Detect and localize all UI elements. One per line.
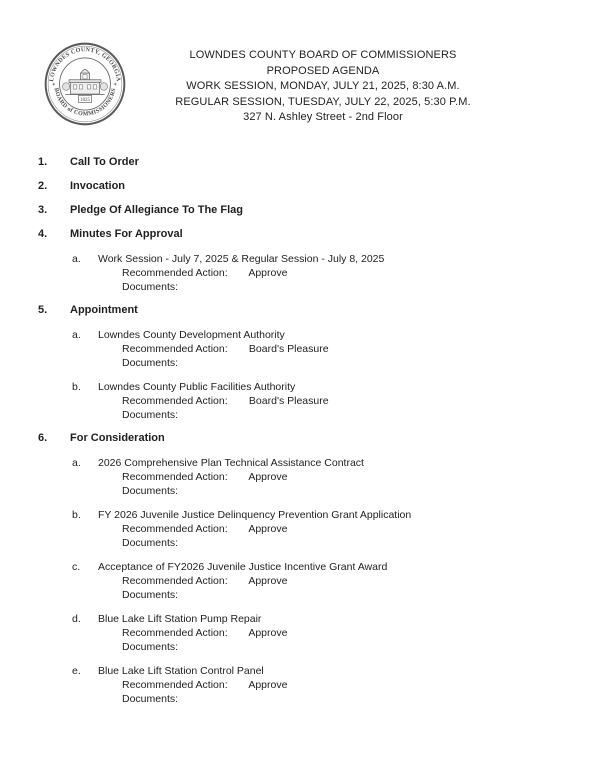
recommended-action-value: Approve [248, 267, 288, 279]
recommended-action-row [98, 342, 580, 356]
recommended-action-row [98, 470, 580, 484]
agenda-subitem [72, 612, 580, 654]
agenda-item [38, 203, 580, 218]
agenda-item [38, 227, 580, 294]
recommended-action-value: Approve [248, 523, 288, 535]
agenda-item-head [38, 179, 580, 194]
subitem-letter: c. [72, 561, 81, 573]
subitem-text: FY 2026 Juvenile Justice Delinquency Prevention Grant Application [98, 509, 412, 521]
recommended-action-row [98, 266, 580, 280]
agenda-item-head [38, 227, 580, 242]
documents-row [98, 536, 580, 550]
subitem-letter: a. [72, 253, 81, 265]
subitem-body [98, 508, 580, 550]
recommended-action-label: Recommended Action: [122, 627, 228, 639]
documents-label: Documents: [122, 357, 179, 369]
recommended-action-label: Recommended Action: [122, 395, 228, 407]
item-number: 2. [38, 180, 48, 192]
subitem-letter: d. [72, 613, 81, 625]
documents-label: Documents: [122, 641, 179, 653]
documents-row [98, 356, 580, 370]
doc-title-line-4: REGULAR SESSION, TUESDAY, JULY 22, 2025, 5:30 P.M. [175, 95, 471, 108]
documents-row [98, 484, 580, 498]
subitem-letter: b. [72, 381, 81, 393]
subitem-body [98, 380, 580, 422]
agenda-subitem [72, 664, 580, 706]
county-seal [44, 42, 126, 126]
subitem-letter: a. [72, 329, 81, 341]
item-title: Appointment [70, 304, 138, 316]
agenda-list [38, 155, 580, 706]
subitem-list [38, 456, 580, 706]
recommended-action-label: Recommended Action: [122, 267, 228, 279]
recommended-action-value: Approve [248, 627, 288, 639]
documents-label: Documents: [122, 485, 179, 497]
documents-label: Documents: [122, 409, 179, 421]
subitem-text: Blue Lake Lift Station Pump Repair [98, 613, 262, 625]
doc-title-line-2: PROPOSED AGENDA [266, 64, 380, 77]
recommended-action-row [98, 522, 580, 536]
documents-label: Documents: [122, 281, 179, 293]
subitem-body [98, 664, 580, 706]
subitem-body [98, 328, 580, 370]
agenda-subitem [72, 560, 580, 602]
item-number: 4. [38, 228, 48, 240]
agenda-subitem [72, 252, 580, 294]
agenda-item [38, 303, 580, 422]
recommended-action-value: Approve [248, 471, 288, 483]
recommended-action-row [98, 626, 580, 640]
subitem-text: Blue Lake Lift Station Control Panel [98, 665, 264, 677]
agenda-item-head [38, 203, 580, 218]
document-title-block [46, 42, 600, 126]
agenda-subitem [72, 380, 580, 422]
recommended-action-row [98, 394, 580, 408]
item-title: Call To Order [70, 156, 139, 168]
seal-top-text: LOWNDES COUNTY, GEORGIA [49, 47, 121, 83]
subitem-list [38, 328, 580, 422]
doc-title-line-5: 327 N. Ashley Street - 2nd Floor [243, 111, 403, 123]
recommended-action-label: Recommended Action: [122, 471, 228, 483]
item-number: 3. [38, 204, 48, 216]
agenda-subitem [72, 508, 580, 550]
recommended-action-value: Approve [248, 575, 288, 587]
county-seal-graphic [44, 42, 126, 126]
recommended-action-label: Recommended Action: [122, 343, 228, 355]
documents-row [98, 280, 580, 294]
recommended-action-value: Approve [248, 679, 288, 691]
item-number: 1. [38, 156, 48, 168]
subitem-body [98, 560, 580, 602]
recommended-action-label: Recommended Action: [122, 575, 228, 587]
doc-title-line-3: WORK SESSION, MONDAY, JULY 21, 2025, 8:30 A.M. [186, 80, 460, 92]
documents-row [98, 640, 580, 654]
item-title: For Consideration [70, 432, 165, 444]
seal-year: 1825 [79, 97, 91, 104]
recommended-action-row [98, 574, 580, 588]
item-number: 6. [38, 432, 48, 444]
documents-row [98, 588, 580, 602]
subitem-text: 2026 Comprehensive Plan Technical Assistance Contract [98, 457, 364, 469]
documents-row [98, 408, 580, 422]
subitem-body [98, 456, 580, 498]
subitem-body [98, 612, 580, 654]
recommended-action-label: Recommended Action: [122, 679, 228, 691]
subitem-list [38, 252, 580, 294]
item-title: Pledge Of Allegiance To The Flag [70, 204, 243, 216]
agenda-item [38, 431, 580, 706]
agenda-item-head [38, 431, 580, 446]
subitem-body [98, 252, 580, 294]
subitem-letter: e. [72, 665, 81, 677]
agenda-item [38, 155, 580, 170]
agenda-subitem [72, 328, 580, 370]
document-header [0, 42, 600, 126]
subitem-letter: a. [72, 457, 81, 469]
recommended-action-value: Board's Pleasure [248, 395, 329, 407]
subitem-text: Acceptance of FY2026 Juvenile Justice Incentive Grant Award [98, 561, 388, 573]
seal-left-ornament-icon: ✶ [51, 82, 56, 89]
subitem-text: Work Session - July 7, 2025 & Regular Session - July 8, 2025 [98, 253, 385, 265]
item-title: Minutes For Approval [70, 228, 183, 240]
recommended-action-row [98, 678, 580, 692]
seal-right-ornament-icon: ✶ [113, 82, 118, 89]
seal-bottom-text: BOARD of COMMISSIONERS [52, 87, 118, 118]
agenda-item-head [38, 303, 580, 318]
subitem-text: Lowndes County Public Facilities Authority [98, 381, 296, 393]
agenda-subitem [72, 456, 580, 498]
item-number: 5. [38, 304, 48, 316]
agenda-item [38, 179, 580, 194]
doc-title-line-1: LOWNDES COUNTY BOARD OF COMMISSIONERS [189, 49, 457, 61]
agenda-item-head [38, 155, 580, 170]
item-title: Invocation [70, 180, 126, 192]
documents-label: Documents: [122, 693, 179, 705]
documents-label: Documents: [122, 589, 179, 601]
subitem-letter: b. [72, 509, 81, 521]
documents-row [98, 692, 580, 706]
recommended-action-value: Board's Pleasure [248, 343, 329, 355]
subitem-text: Lowndes County Development Authority [98, 329, 285, 341]
recommended-action-label: Recommended Action: [122, 523, 228, 535]
documents-label: Documents: [122, 537, 179, 549]
